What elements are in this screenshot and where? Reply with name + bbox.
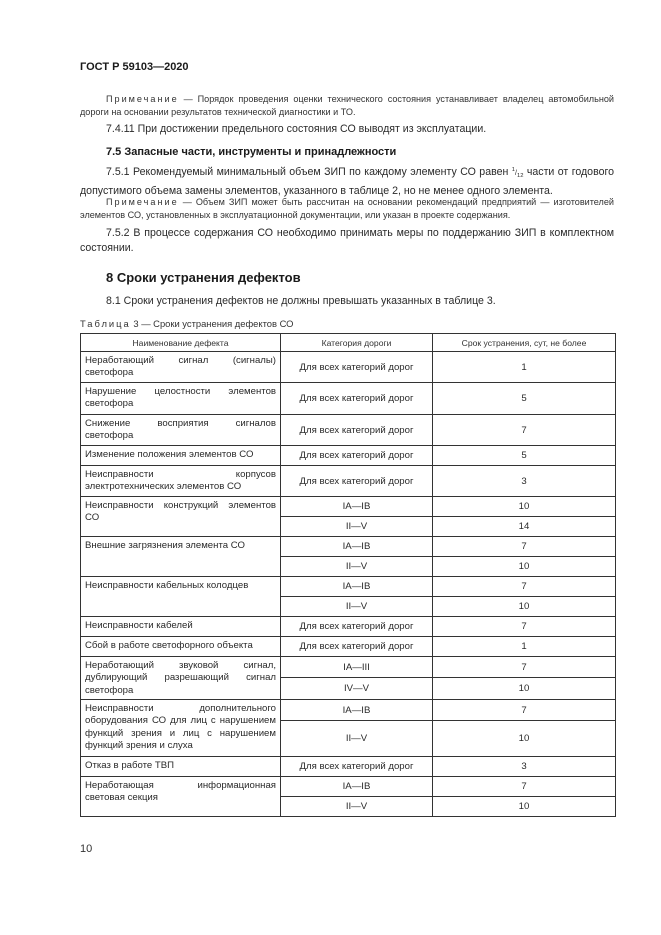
header-road-category: Категория дороги — [281, 334, 433, 352]
days-limit: 5 — [433, 383, 616, 415]
defect-name: Неисправности конструкций элементов СО — [81, 497, 281, 537]
p751-text-end: части от годового допустимого объема замены элементов, указанного в таблице 2, но не менее одного элемента. — [80, 166, 614, 197]
days-limit: 10 — [433, 678, 616, 700]
fraction-one-twelfth: $^1/_{12}$ — [511, 167, 524, 179]
days-limit: 10 — [433, 557, 616, 577]
table-row — [81, 415, 616, 446]
note-label: Примечание — [106, 197, 179, 207]
table-row — [81, 637, 616, 657]
defect-name: Отказ в работе ТВП — [81, 757, 281, 777]
road-category: IA—III — [281, 657, 433, 678]
table-row — [81, 352, 616, 383]
road-category: Для всех категорий дорог — [281, 466, 433, 497]
days-limit: 1 — [433, 637, 616, 657]
road-category: Для всех категорий дорог — [281, 352, 433, 383]
section-heading-8: 8 Сроки устранения дефектов — [106, 270, 301, 285]
road-category: Для всех категорий дорог — [281, 757, 433, 777]
paragraph-7-5-1 — [80, 163, 614, 199]
subsection-heading-7-5: 7.5 Запасные части, инструменты и принадлежности — [106, 146, 397, 158]
days-limit: 7 — [433, 777, 616, 797]
table-caption — [80, 318, 293, 329]
table-row — [81, 617, 616, 637]
p751-text-start: 7.5.1 Рекомендуемый минимальный объем ЗИП по каждому элементу СО равен — [106, 166, 512, 178]
document-code: ГОСТ Р 59103—2020 — [80, 61, 189, 73]
defect-name: Неисправности корпусов электротехнических элементов СО — [81, 466, 281, 497]
days-limit: 7 — [433, 537, 616, 557]
note-text: — Объем ЗИП может быть рассчитан на основании рекомендаций предприятий — изготовителей элементов СО, установленных в эксплуатационной документации, или указан в проекте содержания. — [80, 197, 614, 221]
road-category: Для всех категорий дорог — [281, 383, 433, 415]
table-row — [81, 497, 616, 517]
note-label: Примечание — [106, 94, 179, 104]
note-spare-parts — [80, 196, 614, 223]
defect-name: Неисправности кабельных колодцев — [81, 577, 281, 617]
table-caption-text: 3 — Сроки устранения дефектов СО — [130, 318, 294, 329]
table-row — [81, 657, 616, 678]
road-category: IA—IB — [281, 577, 433, 597]
road-category: II—V — [281, 557, 433, 577]
page-number: 10 — [80, 843, 93, 855]
road-category: IA—IB — [281, 537, 433, 557]
table-label: Таблица — [80, 318, 131, 329]
paragraph-8-1: 8.1 Сроки устранения дефектов не должны превышать указанных в таблице 3. — [106, 295, 496, 307]
table-row — [81, 383, 616, 415]
table-row — [81, 537, 616, 557]
road-category: II—V — [281, 597, 433, 617]
fraction-denominator: 12 — [516, 173, 524, 179]
defect-name: Нарушение целостности элементов светофора — [81, 383, 281, 415]
table-row — [81, 777, 616, 797]
days-limit: 10 — [433, 721, 616, 757]
defect-name: Неработающий сигнал (сигналы) светофора — [81, 352, 281, 383]
defect-name: Изменение положения элементов СО — [81, 446, 281, 466]
note-technical-assessment — [80, 93, 614, 120]
days-limit: 10 — [433, 597, 616, 617]
road-category: IV—V — [281, 678, 433, 700]
defect-name: Неисправности дополнительного оборудования СО для лиц с нарушением функций зрения и лиц с нарушением функций зрения и слуха — [81, 700, 281, 757]
days-limit: 7 — [433, 617, 616, 637]
road-category: Для всех категорий дорог — [281, 617, 433, 637]
road-category: Для всех категорий дорог — [281, 415, 433, 446]
road-category: Для всех категорий дорог — [281, 446, 433, 466]
days-limit: 3 — [433, 757, 616, 777]
days-limit: 7 — [433, 700, 616, 721]
days-limit: 1 — [433, 352, 616, 383]
road-category: IA—IB — [281, 700, 433, 721]
road-category: II—V — [281, 721, 433, 757]
defect-name: Неисправности кабелей — [81, 617, 281, 637]
days-limit: 5 — [433, 446, 616, 466]
road-category: IA—IB — [281, 777, 433, 797]
table-row — [81, 466, 616, 497]
days-limit: 14 — [433, 517, 616, 537]
fraction-numerator: 1 — [511, 167, 516, 173]
defect-name: Снижение восприятия сигналов светофора — [81, 415, 281, 446]
defect-name: Неработающая информационная световая секция — [81, 777, 281, 817]
days-limit: 7 — [433, 657, 616, 678]
paragraph-7-5-2: 7.5.2 В процессе содержания СО необходимо принимать меры по поддержанию ЗИП в комплектном состоянии. — [80, 227, 614, 254]
defect-name: Неработающий звуковой сигнал, дублирующий разрешающий сигнал светофора — [81, 657, 281, 700]
days-limit: 7 — [433, 415, 616, 446]
defects-table — [80, 333, 616, 817]
note-text: — Порядок проведения оценки технического состояния устанавливает владелец автомобильной дороги на основании результатов технической диагностики и ТО. — [80, 94, 614, 118]
table-row — [81, 446, 616, 466]
paragraph-7-4-11: 7.4.11 При достижении предельного состояния СО выводят из эксплуатации. — [106, 123, 487, 135]
road-category: Для всех категорий дорог — [281, 637, 433, 657]
header-defect-name: Наименование дефекта — [81, 334, 281, 352]
header-fix-deadline: Срок устранения, сут, не более — [433, 334, 616, 352]
days-limit: 7 — [433, 577, 616, 597]
days-limit: 10 — [433, 797, 616, 817]
defect-name: Внешние загрязнения элемента СО — [81, 537, 281, 577]
table-header-row — [81, 334, 616, 352]
road-category: II—V — [281, 517, 433, 537]
table-row — [81, 757, 616, 777]
table-row — [81, 700, 616, 721]
days-limit: 10 — [433, 497, 616, 517]
defect-name: Сбой в работе светофорного объекта — [81, 637, 281, 657]
road-category: IA—IB — [281, 497, 433, 517]
days-limit: 3 — [433, 466, 616, 497]
table-row — [81, 577, 616, 597]
road-category: II—V — [281, 797, 433, 817]
